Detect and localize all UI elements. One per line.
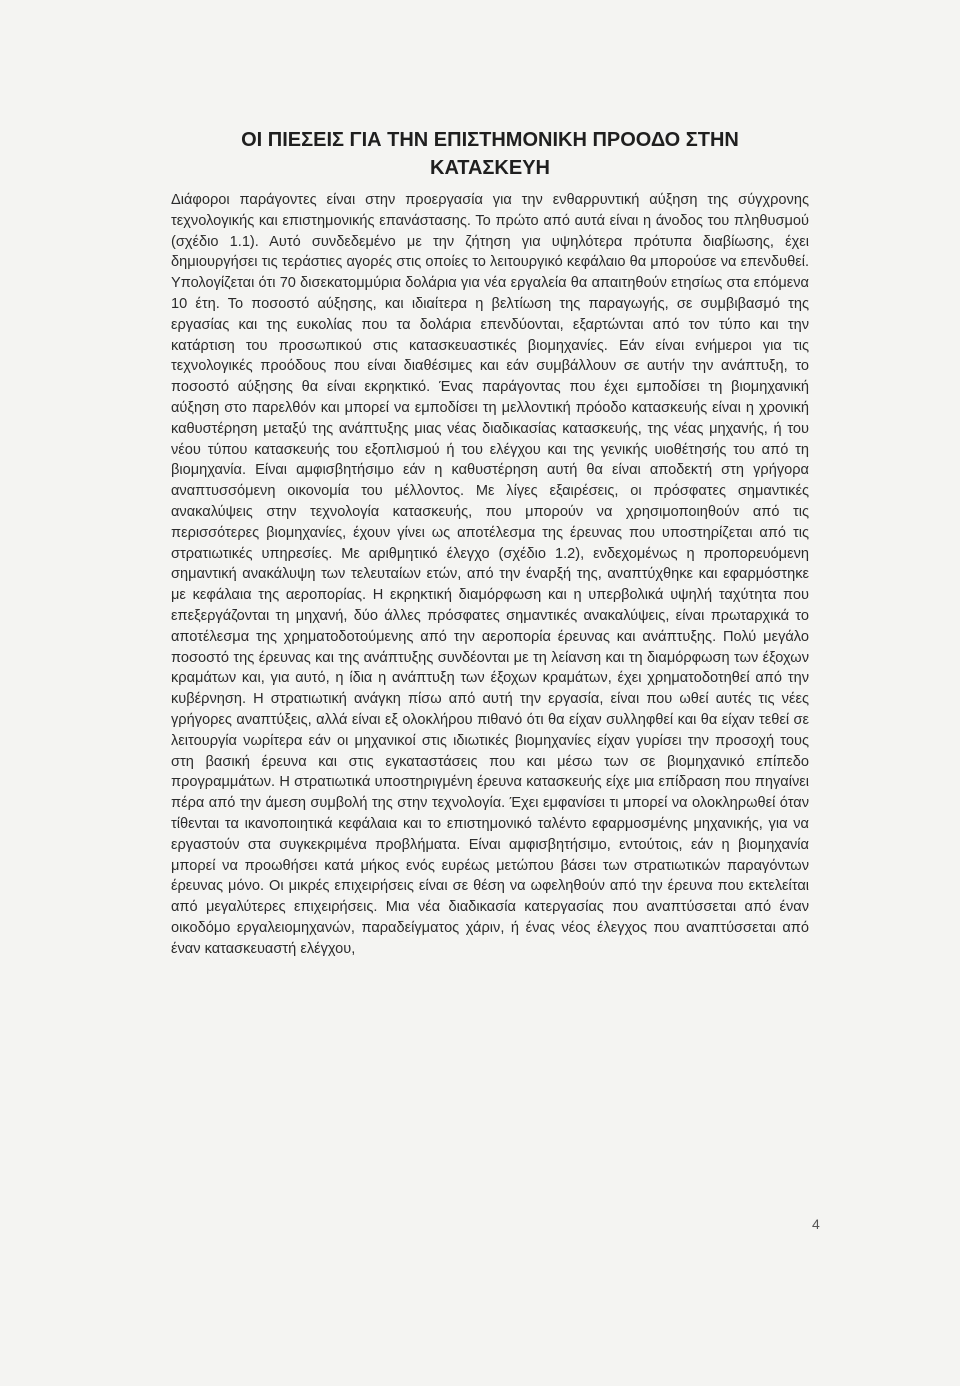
page-title xyxy=(170,126,810,182)
page-number: 4 xyxy=(812,1216,820,1232)
title-line-2: ΚΑΤΑΣΚΕΥΗ xyxy=(430,157,550,179)
title-line-1: ΟΙ ΠΙΕΣΕΙΣ ΓΙΑ ΤΗΝ ΕΠΙΣΤΗΜΟΝΙΚΗ ΠΡΟΟΔΟ ΣΤΗΝ xyxy=(241,129,739,151)
body-paragraph: Διάφοροι παράγοντες είναι στην προεργασία για την ενθαρρυντική αύξηση της σύγχρονης τεχνολογικής και επιστημονικής επανάστασης. Το πρώτο από αυτά είναι η άνοδος του πληθυσμού (σχέδιο 1.1). Αυτό συνδεδεμένο με την ζήτηση για υψηλότερα πρότυπα διαβίωσης, έχει δημιουργήσει τις τεράστιες αγορές στις οποίες το λειτουργικό κεφάλαιο θα μπορούσε να επενδυθεί. Υπολογίζεται ότι 70 δισεκατομμύρια δολάρια για νέα εργαλεία θα απαιτηθούν ετησίως στα επόμενα 10 έτη. Το ποσοστό αύξησης, και ιδιαίτερα η βελτίωση της παραγωγής, σε συμβιβασμό της εργασίας και της ευκολίας που τα δολάρια επενδύονται, εξαρτώνται από τον τύπο και την κατάρτιση του προσωπικού στις κατασκευαστικές βιομηχανίες. Εάν είναι ενήμεροι για τις τεχνολογικές προόδους που είναι διαθέσιμες και εάν συμβάλλουν σε αυτήν την ανάπτυξη, το ποσοστό αύξησης θα είναι εκρηκτικό. Ένας παράγοντας που έχει εμποδίσει τη βιομηχανική αύξηση στο παρελθόν και μπορεί να εμποδίσει τη μελλοντική πρόοδο κατασκευής είναι η χρονική καθυστέρηση μεταξύ της ανάπτυξης μιας νέας διαδικασίας κατασκευής, της νέας μηχανής, ή του νέου τύπου κατασκευής του εξοπλισμού ή του ελέγχου και της γενικής υιοθέτησής του από τη βιομηχανία. Είναι αμφισβητήσιμο εάν η καθυστέρηση αυτή θα είναι αποδεκτή στη γρήγορα αναπτυσσόμενη οικονομία του μέλλοντος. Με λίγες εξαιρέσεις, οι πρόσφατες σημαντικές ανακαλύψεις στην τεχνολογία κατασκευής, που μπορούν να χρησιμοποιηθούν από τις περισσότερες βιομηχανίες, έχουν γίνει ως αποτέλεσμα της έρευνας που υποστηρίζεται από τις στρατιωτικές υπηρεσίες. Με αριθμητικό έλεγχο (σχέδιο 1.2), ενδεχομένως η προπορευόμενη σημαντική ανακάλυψη των τελευταίων ετών, από την έναρξή της, αναπτύχθηκε και εφαρμόστηκε με κεφάλαια της αεροπορίας. Η εκρηκτική διαμόρφωση και η υπερβολικά υψηλή ταχύτητα που επεξεργάζονται τη μηχανή, δύο άλλες πρόσφατες σημαντικές ανακαλύψεις, είναι πρωταρχικά το αποτέλεσμα της χρηματοδοτούμενης από την αεροπορία έρευνας και ανάπτυξης. Πολύ μεγάλο ποσοστό της έρευνας και της ανάπτυξης συνδέονται με τη λείανση και τη διαμόρφωση των έξοχων κραμάτων και, για αυτό, η ίδια η ανάπτυξη των έξοχων κραμάτων, έχει χρηματοδοτηθεί από την κυβέρνηση. Η στρατιωτική ανάγκη πίσω από αυτή την εργασία, είναι που ωθεί αυτές τις νέες γρήγορες αναπτύξεις, αλλά είναι εξ ολοκλήρου πιθανό ότι θα είχαν συλληφθεί και θα είχαν τεθεί σε λειτουργία νωρίτερα εάν οι μηχανικοί στις ιδιωτικές βιομηχανίες είχαν γυρίσει την προσοχή τους στη βασική έρευνα και στις εγκαταστάσεις που και μέσω των σε βιομηχανικό επίπεδο προγραμμάτων. Η στρατιωτικά υποστηριγμένη έρευνα κατασκευής είχε μια επίδραση που πηγαίνει πέρα από την άμεση συμβολή της στην τεχνολογία. Έχει εμφανίσει τι μπορεί να ολοκληρωθεί όταν τίθενται τα ικανοποιητικά κεφάλαια και το επιστημονικό ταλέντο εφαρμοσμένης μηχανικής, για να εργαστούν στα συγκεκριμένα προβλήματα. Είναι αμφισβητήσιμο, εντούτοις, εάν η βιομηχανία μπορεί να προωθήσει κατά μήκος ενός ευρέως μετώπου βάσει των στρατιωτικών παραγόντων έρευνας μόνο. Οι μικρές επιχειρήσεις είναι σε θέση να ωφεληθούν από την έρευνα που εκτελείται από μεγαλύτερες επιχειρήσεις. Μια νέα διαδικασία κατεργασίας που αναπτύσσεται από έναν οικοδόμο εργαλειομηχανών, παραδείγματος χάριν, ή ένας νέος έλεγχος που αναπτύσσεται από έναν κατασκευαστή ελέγχου, xyxy=(171,192,809,957)
